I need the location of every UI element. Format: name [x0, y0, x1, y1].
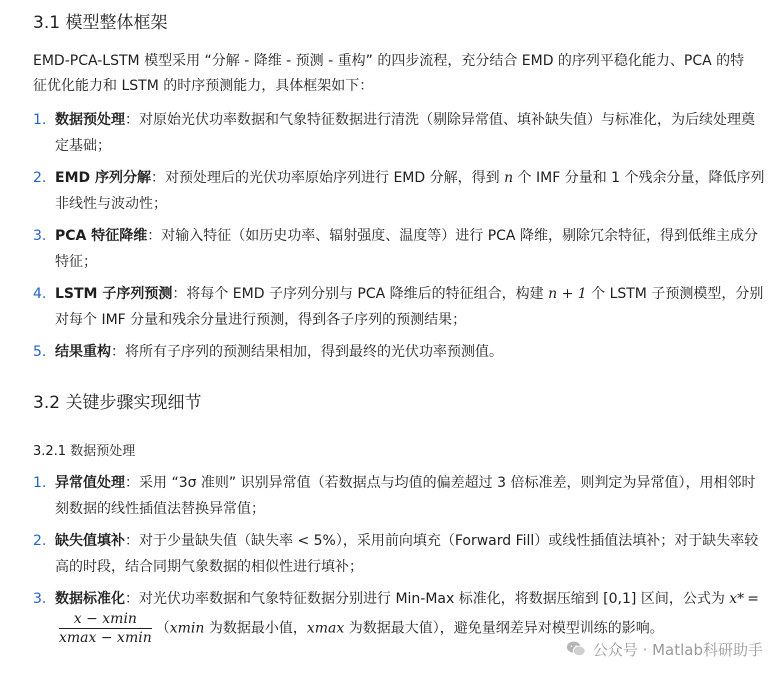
section-title: 3.1 模型整体框架 [33, 13, 168, 33]
item-heading: 缺失值填补 [55, 533, 125, 549]
list-item [33, 281, 768, 333]
item-heading: PCA 特征降维 [55, 228, 148, 244]
list-number: 5. [33, 344, 47, 360]
formula-eq: = [747, 591, 759, 607]
wechat-icon [565, 638, 587, 660]
list-number: 1. [33, 112, 47, 128]
list-number: 3. [33, 228, 47, 244]
formula-denominator: xmax − xmin [59, 630, 152, 646]
item-heading: EMD 序列分解 [55, 170, 151, 186]
math-var: xmin [169, 620, 205, 637]
subsection-title: 3.2.1 数据预处理 [33, 444, 136, 459]
list-item [33, 586, 768, 645]
item-heading: 结果重构 [55, 344, 111, 360]
item-text: 个 LSTM 子预测模型，分别对每个 IMF 分量和残余分量进行预测，得到各子序列的预测结果； [55, 286, 764, 328]
item-text: ：对原始光伏功率数据和气象特征数据进行清洗（剔除异常值、填补缺失值）与标准化，为后续处理奠定基础； [55, 112, 755, 154]
list-item [33, 339, 768, 365]
item-text: ：对光伏功率数据和气象特征数据分别进行 Min-Max 标准化，将数据压缩到 [0,1] 区间，公式为 [125, 591, 730, 607]
item-text: ：将所有子序列的预测结果相加，得到最终的光伏功率预测值。 [111, 344, 503, 360]
item-heading: LSTM 子序列预测 [55, 286, 173, 302]
list-number: 3. [33, 591, 47, 607]
item-heading: 数据标准化 [55, 591, 125, 607]
list-number: 2. [33, 170, 47, 186]
list-item [33, 107, 768, 159]
math-var: n [504, 170, 514, 186]
item-heading: 异常值处理 [55, 475, 125, 491]
list-item [33, 165, 768, 217]
list-number: 2. [33, 533, 47, 549]
item-text: ：对输入特征（如历史功率、辐射强度、温度等）进行 PCA 降维，剔除冗余特征，得到低维主成分特征； [55, 228, 758, 270]
item-text: ：对预处理后的光伏功率原始序列进行 EMD 分解，得到 [151, 170, 505, 186]
watermark [565, 638, 763, 660]
math-var: xmax [306, 620, 345, 637]
item-text: ：将每个 EMD 子序列分别与 PCA 降维后的特征组合，构建 [172, 286, 549, 302]
math-expr: n + 1 [548, 286, 587, 302]
section-title: 3.2 关键步骤实现细节 [33, 393, 202, 413]
item-heading: 数据预处理 [55, 112, 125, 128]
formula-numerator: x − xmin [59, 612, 152, 629]
list-item [33, 223, 768, 275]
item-text: 为数据最小值， [204, 620, 307, 637]
framework-list [33, 107, 768, 371]
list-number: 4. [33, 286, 47, 302]
item-text: 个 IMF 分量和 1 个残余分量，降低序列非线性与波动性； [55, 170, 765, 212]
formula-lhs: x* [729, 591, 745, 607]
list-number: 1. [33, 475, 47, 491]
list-item [33, 528, 768, 580]
list-item [33, 470, 768, 522]
item-text: （ [155, 620, 170, 637]
intro-paragraph: EMD-PCA-LSTM 模型采用 “分解 - 降维 - 预测 - 重构” 的四步流程，充分结合 EMD 的序列平稳化能力、PCA 的特征优化能力和 LSTM 的时序预测能力，具体框架如下： [33, 53, 745, 94]
item-text: 为数据最大值），避免量纲差异对模型训练的影响。 [344, 620, 664, 637]
item-text: ：采用 “3σ 准则” 识别异常值（若数据点与均值的偏差超过 3 倍标准差，则判定为异常值），用相邻时刻数据的线性插值法替换异常值； [55, 475, 756, 517]
watermark-text: 公众号 · Matlab科研助手 [592, 640, 763, 659]
item-text: ：对于少量缺失值（缺失率 < 5%），采用前向填充（Forward Fill）或线性插值法填补；对于缺失率较高的时段，结合同期气象数据的相似性进行填补； [55, 533, 759, 575]
preprocess-list [33, 470, 768, 651]
formula-fraction [59, 612, 152, 645]
